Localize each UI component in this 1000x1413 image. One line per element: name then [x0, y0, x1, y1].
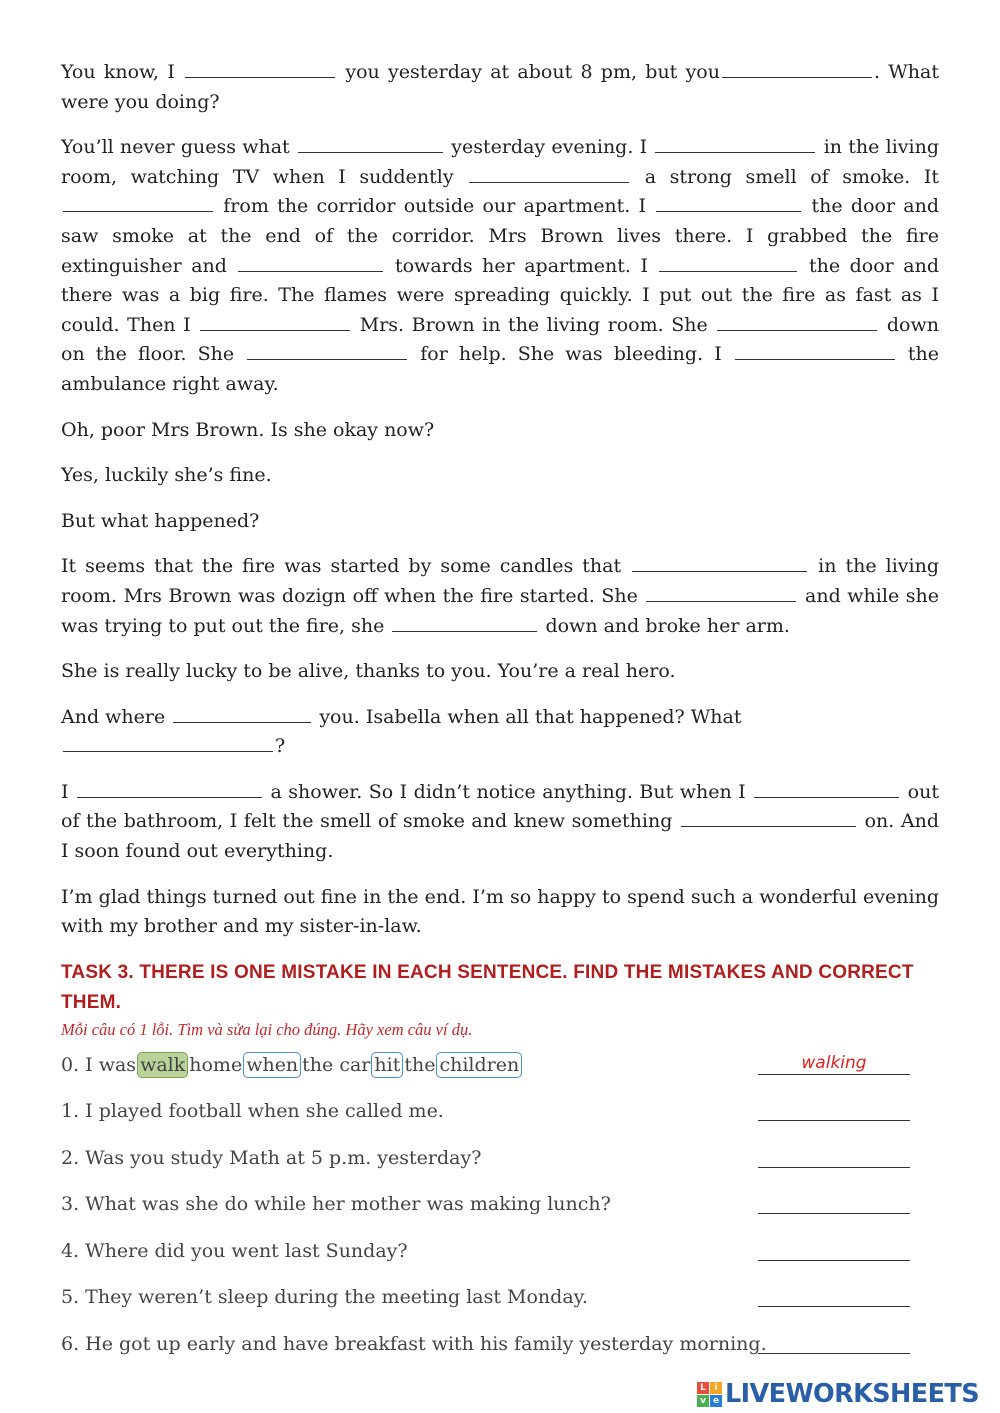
blank-14[interactable]	[632, 570, 807, 572]
blank-11[interactable]	[717, 329, 877, 331]
answer-input-4[interactable]	[758, 1236, 910, 1261]
dialogue-line-9: I a shower. So I didn’t notice anything. But when I out of the bathroom, I felt the smell of smoke and knew something on. And I soon found out everything.	[61, 780, 939, 863]
example-sentence: 0. I was walk home when the car hit the children	[61, 1050, 523, 1080]
task-3-subtitle: Mỗi câu có 1 lỗi. Tìm và sửa lại cho đúng. Hãy xem câu ví dụ.	[61, 1019, 473, 1039]
example-row	[61, 1050, 939, 1097]
dialogue-line-10: I’m glad things turned out fine in the end. I’m so happy to spend such a wonderful evening with my brother and my sister-in-law.	[61, 885, 939, 938]
dialogue-line-2: You’ll never guess what yesterday evening. I in the living room, watching TV when I suddently a strong smell of smoke. It from the corridor outside our apartment. I the door and saw smoke at the end of the corridor. Mrs Brown lives there. I grabbed the fire extinguisher and towards her apartment. I the door and there was a big fire. The flames were spreading quickly. I put out the fire as fast as I could. Then I Mrs. Brown in the living room. She down on the floor. She for help. She was bleeding. I the ambulance right away.	[61, 136, 940, 395]
blank-20[interactable]	[754, 796, 899, 798]
blank-13[interactable]	[735, 358, 895, 360]
question-row	[61, 1143, 939, 1190]
dialogue-line-8: And where you. Isabella when all that happened? What?	[61, 705, 742, 758]
question-text: 6. He got up early and have breakfast with his family yesterday morning.	[61, 1332, 767, 1355]
question-text: 5. They weren’t sleep during the meeting last Monday.	[61, 1286, 588, 1309]
blank-18[interactable]	[63, 750, 273, 752]
blank-17[interactable]	[173, 721, 311, 723]
question-row	[61, 1329, 939, 1376]
question-text: 1. I played football when she called me.	[61, 1100, 444, 1123]
dialogue-line-3: Oh, poor Mrs Brown. Is she okay now?	[61, 418, 435, 441]
blank-12[interactable]	[247, 358, 407, 360]
answer-input-3[interactable]	[758, 1189, 910, 1214]
blank-15[interactable]	[646, 600, 796, 602]
logo-mark-icon: L i v e	[697, 1382, 722, 1407]
blank-5[interactable]	[469, 181, 629, 183]
example-answer: walking	[801, 1052, 867, 1073]
liveworksheets-logo[interactable]	[697, 1378, 979, 1410]
question-row	[61, 1282, 939, 1329]
logo-text: LIVEWORKSHEETS	[725, 1379, 979, 1409]
blank-6[interactable]	[63, 210, 213, 212]
answer-input-6[interactable]	[758, 1329, 910, 1354]
blank-7[interactable]	[656, 210, 801, 212]
question-text: 4. Where did you went last Sunday?	[61, 1239, 408, 1262]
dialogue-line-5: But what happened?	[61, 509, 260, 532]
dialogue-line-4: Yes, luckily she’s fine.	[61, 464, 272, 487]
worksheet-page	[61, 58, 939, 1375]
answer-input-2[interactable]	[758, 1143, 910, 1168]
question-row	[61, 1236, 939, 1283]
blank-16[interactable]	[392, 630, 537, 632]
blank-4[interactable]	[655, 151, 815, 153]
dialogue-line-7: She is really lucky to be alive, thanks to you. You’re a real hero.	[61, 660, 676, 683]
word-hit[interactable]: hit	[371, 1052, 403, 1078]
word-when[interactable]: when	[243, 1052, 301, 1078]
example-answer-field[interactable]	[758, 1050, 910, 1075]
question-row	[61, 1096, 939, 1143]
blank-9[interactable]	[659, 270, 797, 272]
task-3-title: TASK 3. THERE IS ONE MISTAKE IN EACH SENTENCE. FIND THE MISTAKES AND CORRECT THEM.	[61, 961, 914, 1013]
blank-2[interactable]	[722, 76, 872, 78]
question-text: 2. Was you study Math at 5 p.m. yesterday?	[61, 1146, 482, 1169]
dialogue-line-1: You know, I you yesterday at about 8 pm, but you . What were you doing?	[61, 61, 940, 113]
answer-input-5[interactable]	[758, 1282, 910, 1307]
blank-1[interactable]	[185, 76, 335, 78]
blank-3[interactable]	[298, 151, 443, 153]
word-walk[interactable]: walk	[137, 1052, 188, 1078]
answer-input-1[interactable]	[758, 1096, 910, 1121]
dialogue-line-6: It seems that the fire was started by some candles that in the living room. Mrs Brown was dozign off when the fire started. She and while she was trying to put out the fire, she down and broke her arm.	[61, 555, 940, 637]
question-text: 3. What was she do while her mother was making lunch?	[61, 1193, 611, 1216]
word-children[interactable]: children	[436, 1052, 522, 1078]
blank-10[interactable]	[200, 329, 350, 331]
blank-8[interactable]	[238, 270, 383, 272]
question-row	[61, 1189, 939, 1236]
blank-19[interactable]	[77, 796, 262, 798]
blank-21[interactable]	[681, 825, 856, 827]
